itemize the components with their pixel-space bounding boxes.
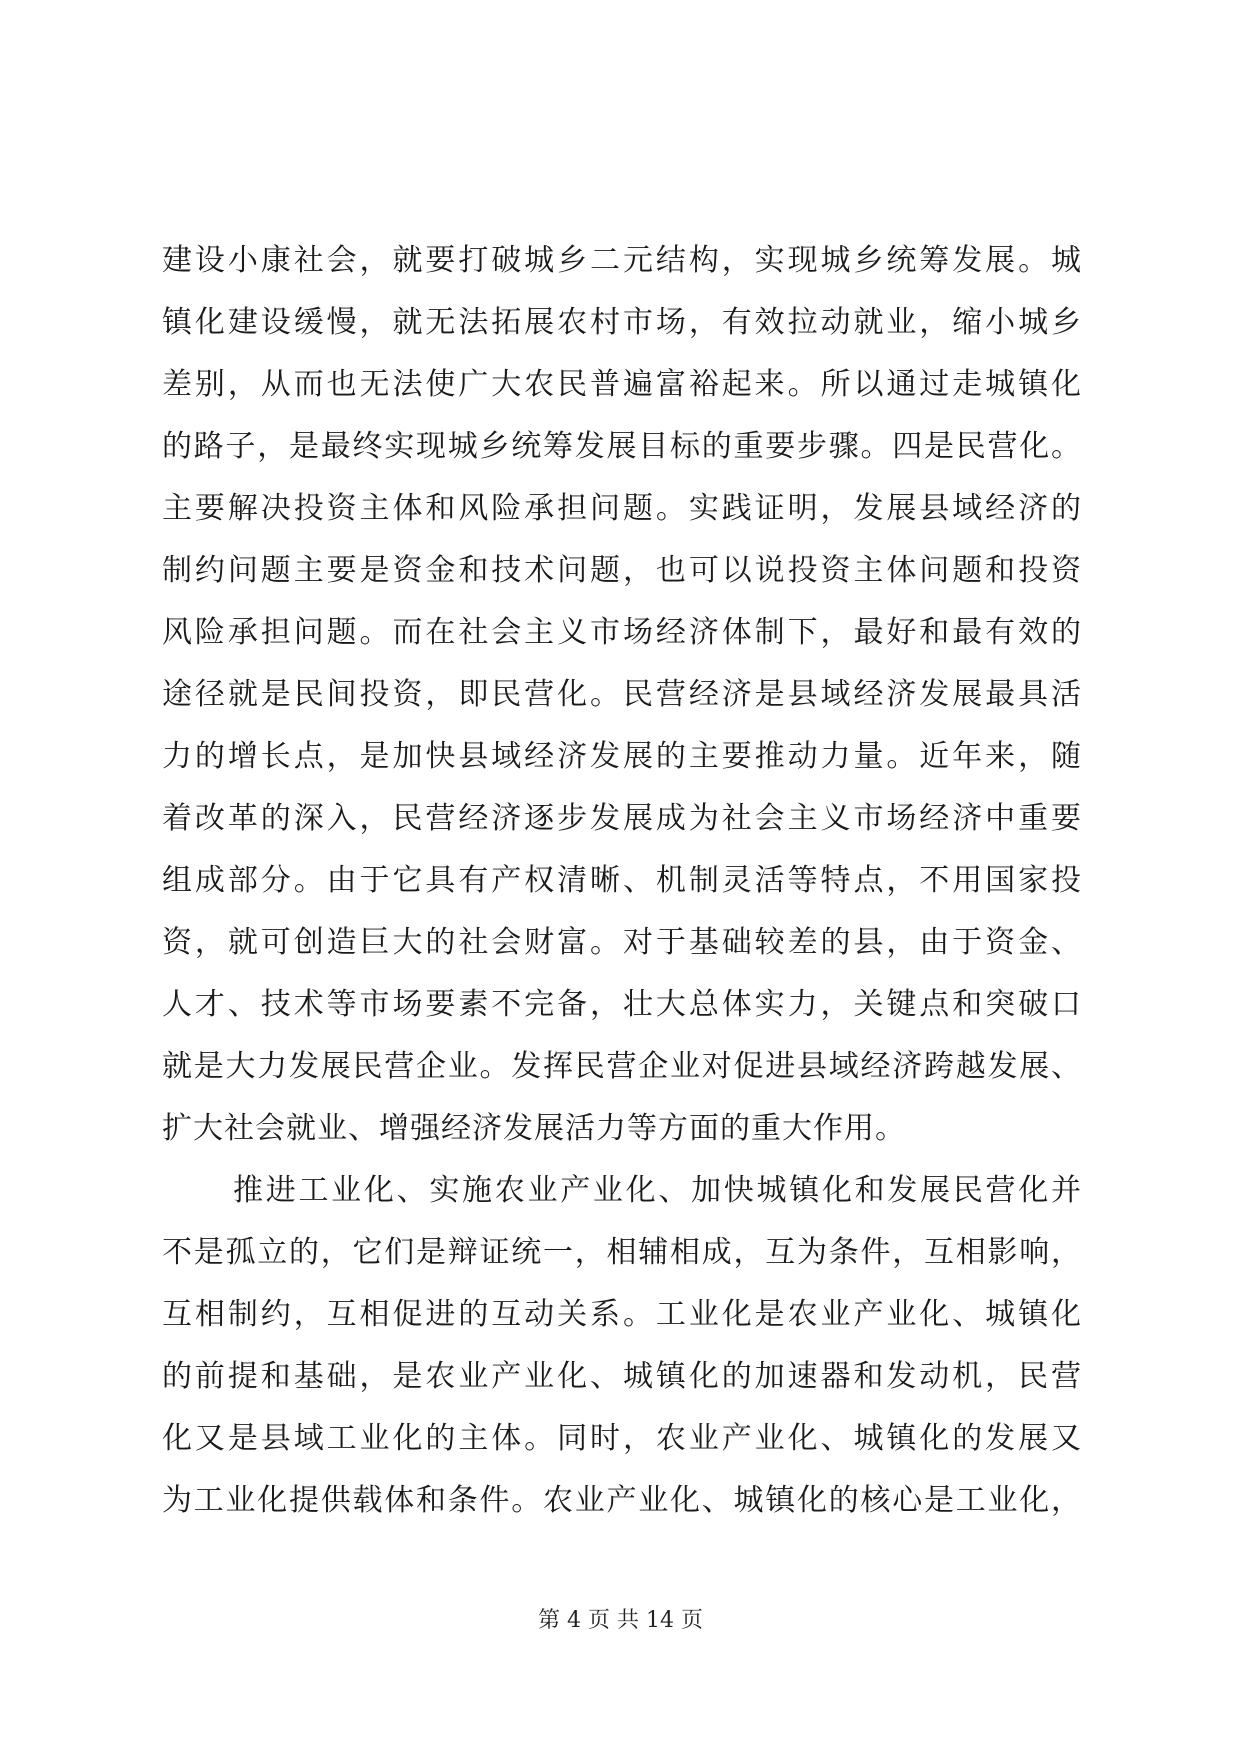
text-line: 互相制约，互相促进的互动关系。工业化是农业产业化、城镇化 <box>162 1297 1082 1332</box>
text-line: 为工业化提供载体和条件。农业产业化、城镇化的核心是工业化， <box>162 1483 1082 1518</box>
text-line: 人才、技术等市场要素不完备，壮大总体实力，关键点和突破口 <box>162 987 1082 1022</box>
text-line: 差别，从而也无法使广大农民普遍富裕起来。所以通过走城镇化 <box>162 367 1082 402</box>
text-line: 着改革的深入，民营经济逐步发展成为社会主义市场经济中重要 <box>162 801 1082 836</box>
text-line: 就是大力发展民营企业。发挥民营企业对促进县域经济跨越发展、 <box>162 1049 1082 1084</box>
paragraph-1 <box>162 230 1082 1160</box>
text-line: 主要解决投资主体和风险承担问题。实践证明，发展县域经济的 <box>162 491 1082 526</box>
page-footer <box>0 1606 1241 1636</box>
text-line: 建设小康社会，就要打破城乡二元结构，实现城乡统筹发展。城 <box>162 243 1082 278</box>
text-line: 途径就是民间投资，即民营化。民营经济是县域经济发展最具活 <box>162 677 1082 712</box>
text-line: 制约问题主要是资金和技术问题，也可以说投资主体问题和投资 <box>162 553 1082 588</box>
text-line: 的前提和基础，是农业产业化、城镇化的加速器和发动机，民营 <box>162 1359 1082 1394</box>
text-line: 不是孤立的，它们是辩证统一，相辅相成，互为条件，互相影响， <box>162 1235 1082 1270</box>
paragraph-2 <box>162 1160 1082 1532</box>
text-line: 的路子，是最终实现城乡统筹发展目标的重要步骤。四是民营化。 <box>162 429 1082 464</box>
text-line: 镇化建设缓慢，就无法拓展农村市场，有效拉动就业，缩小城乡 <box>162 305 1082 340</box>
text-line: 组成部分。由于它具有产权清晰、机制灵活等特点，不用国家投 <box>162 863 1082 898</box>
text-line: 资，就可创造巨大的社会财富。对于基础较差的县，由于资金、 <box>162 925 1082 960</box>
page-number: 第 4 页 共 14 页 <box>538 1608 703 1633</box>
text-line: 推进工业化、实施农业产业化、加快城镇化和发展民营化并 <box>233 1173 1082 1208</box>
text-line: 扩大社会就业、增强经济发展活力等方面的重大作用。 <box>162 1111 906 1146</box>
text-line: 力的增长点，是加快县域经济发展的主要推动力量。近年来，随 <box>162 739 1082 774</box>
body-text <box>162 230 1082 1532</box>
text-line: 风险承担问题。而在社会主义市场经济体制下，最好和最有效的 <box>162 615 1082 650</box>
text-line: 化又是县域工业化的主体。同时，农业产业化、城镇化的发展又 <box>162 1421 1082 1456</box>
